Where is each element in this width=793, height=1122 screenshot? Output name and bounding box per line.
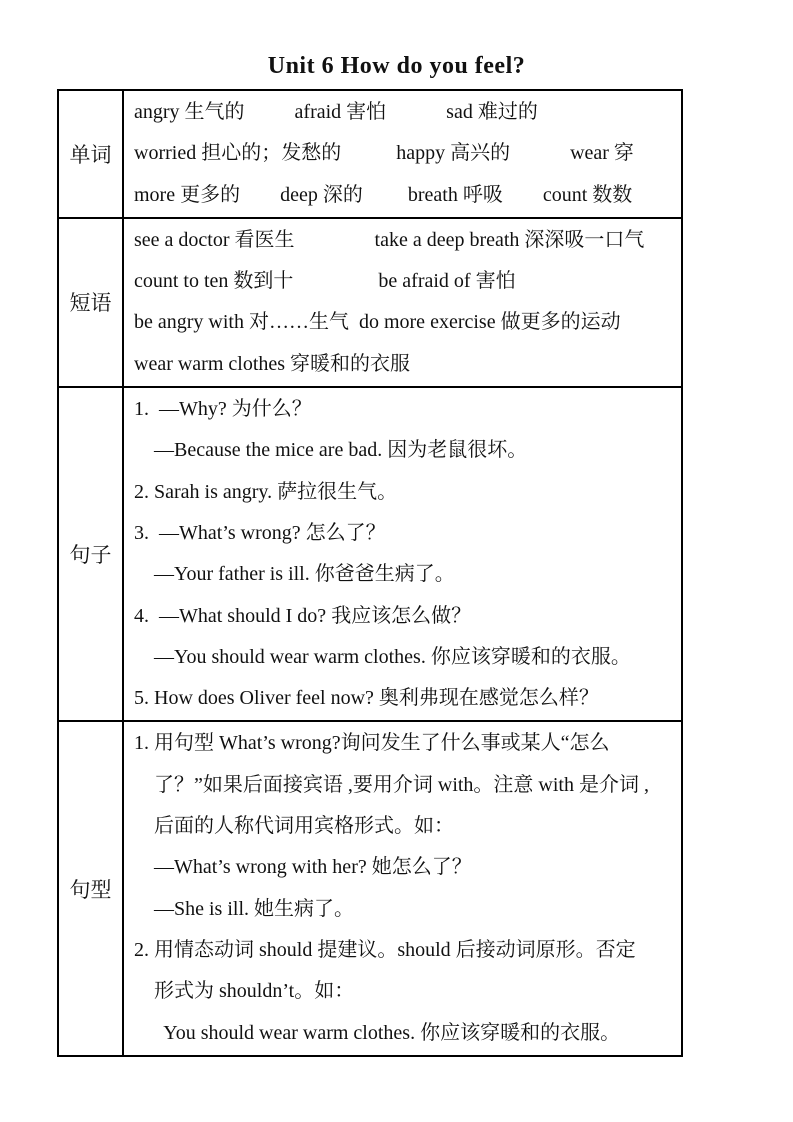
table-row-sentences [58, 387, 682, 721]
text-line: 3. —What’s wrong? 怎么了？ [134, 521, 386, 544]
text-line: 1. —Why? 为什么？ [134, 398, 312, 421]
text-line: —Because the mice are bad. 因为老鼠很坏。 [134, 439, 528, 462]
text-line: 4. —What should I do? 我应该怎么做？ [134, 604, 472, 627]
text-line: 了？”如果后面接宾语 ,要用介词 with。注意 with 是介词 , [134, 773, 649, 796]
text-line: —She is ill. 她生病了。 [134, 897, 355, 920]
text-line: count to ten 数到十 be afraid of 害怕 [134, 270, 516, 293]
text-line: angry 生气的 afraid 害怕 sad 难过的 [134, 101, 538, 123]
text-line: 形式为 shouldn’t。如： [134, 980, 355, 1003]
text-line: 2. Sarah is angry. 萨拉很生气。 [134, 480, 398, 503]
table-row-phrases [58, 218, 682, 387]
text-line: 后面的人称代词用宾格形式。如： [134, 815, 454, 838]
text-line: wear warm clothes 穿暖和的衣服 [134, 352, 411, 375]
text-line: 1. 用句型 What’s wrong?询问发生了什么事或某人“怎么 [134, 732, 610, 755]
text-line: worried 担心的；发愁的 happy 高兴的 wear 穿 [134, 142, 634, 165]
text-line: —You should wear warm clothes. 你应该穿暖和的衣服。 [134, 645, 631, 668]
text-line: be angry with 对……生气 do more exercise 做更多的运动 [134, 311, 621, 334]
text-line: 2. 用情态动词 should 提建议。should 后接动词原形。否定 [134, 938, 636, 961]
text-line: —Your father is ill. 你爸爸生病了。 [134, 563, 455, 586]
row-header-patterns: 句型 [58, 721, 123, 1055]
text-line: 5. How does Oliver feel now? 奥利弗现在感觉怎么样？ [134, 687, 599, 710]
text-line: —What’s wrong with her? 她怎么了？ [134, 856, 472, 879]
row-content-words [123, 90, 682, 218]
table-row-words [58, 90, 682, 218]
table-row-patterns [58, 721, 682, 1055]
row-header-words: 单词 [58, 90, 123, 218]
text-line: You should wear warm clothes. 你应该穿暖和的衣服。 [134, 1021, 621, 1044]
row-content-patterns [123, 721, 682, 1055]
row-content-phrases [123, 218, 682, 387]
text-line: more 更多的 deep 深的 breath 呼吸 count 数数 [134, 183, 633, 206]
vocab-table [57, 89, 683, 1057]
row-header-phrases: 短语 [58, 218, 123, 387]
row-header-sentences: 句子 [58, 387, 123, 721]
page-title: Unit 6 How do you feel? [267, 53, 526, 79]
text-line: see a doctor 看医生 take a deep breath 深深吸一口气 [134, 228, 645, 251]
row-content-sentences [123, 387, 682, 721]
